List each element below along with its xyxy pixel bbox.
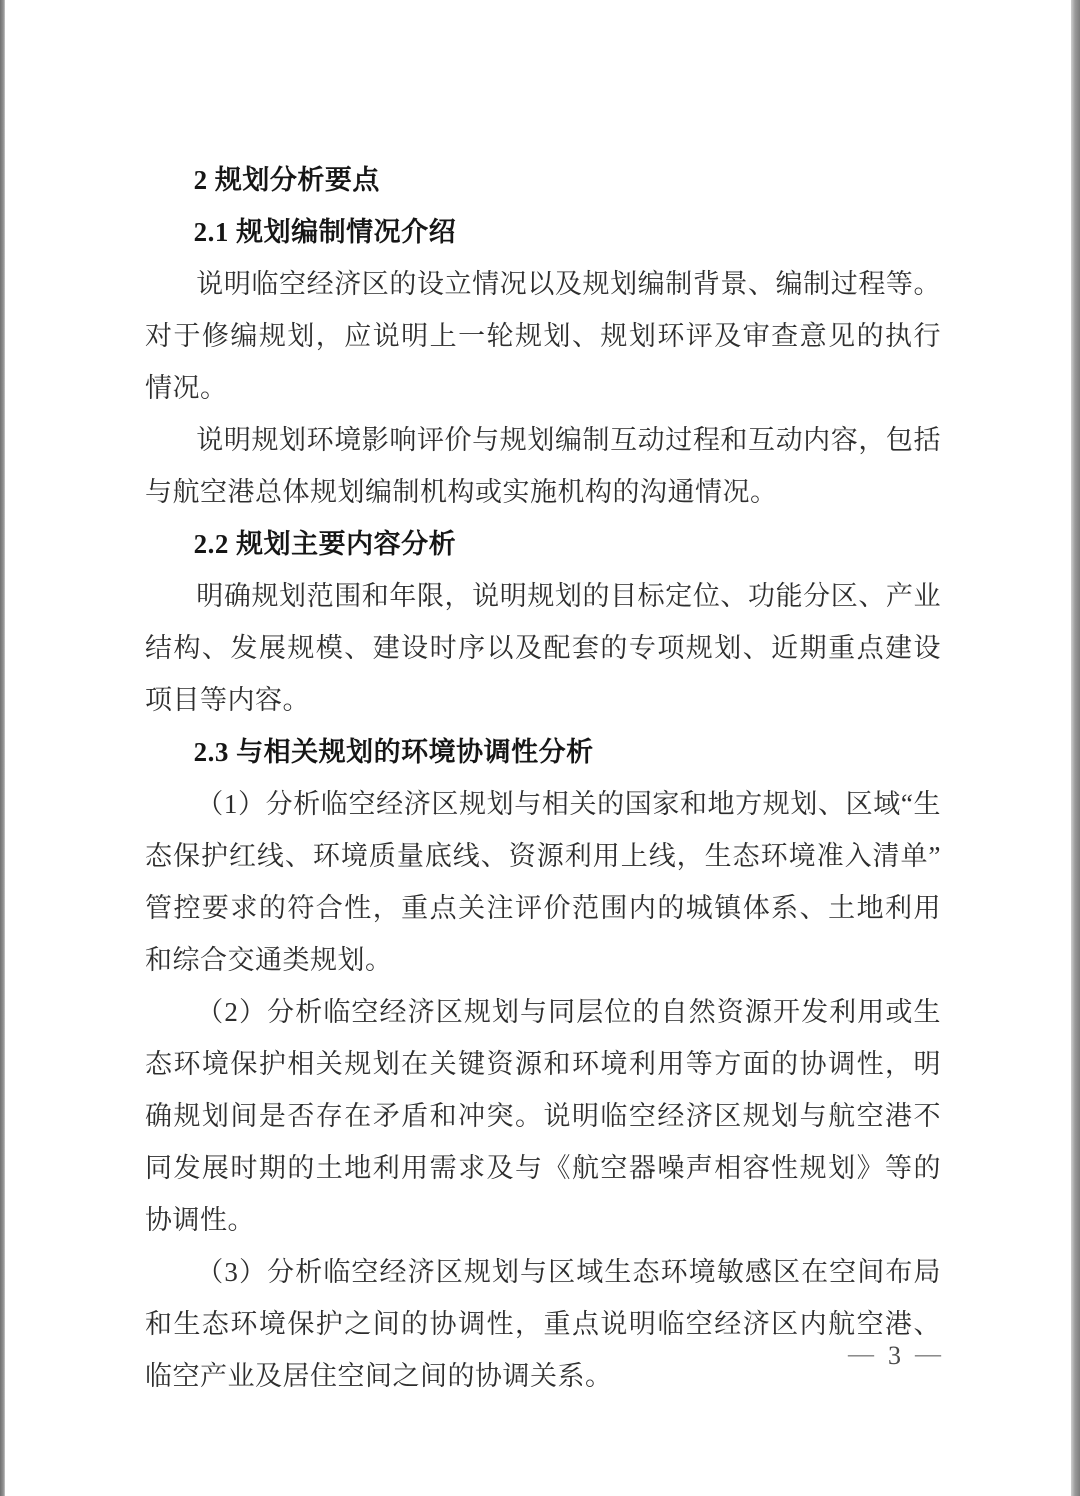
page-number-dash-left: — <box>848 1339 874 1368</box>
section-heading-2-1: 2.1 规划编制情况介绍 <box>193 217 457 247</box>
document-content <box>145 154 941 1402</box>
page-number <box>848 1332 941 1380</box>
section-2-2 <box>145 518 941 726</box>
page-edge-right <box>1071 0 1080 1496</box>
chapter-heading: 2 规划分析要点 <box>193 165 380 195</box>
paragraph: （2）分析临空经济区规划与同层位的自然资源开发利用或生态环境保护相关规划在关键资源和环境利用等方面的协调性，明确规划间是否存在矛盾和冲突。说明临空经济区规划与航空港不同发展时期的土地利用需求及与《航空器噪声相容性规划》等的协调性。 <box>145 997 941 1235</box>
page-number-value: 3 <box>888 1341 901 1370</box>
section-2-3 <box>145 726 941 1402</box>
paragraph: （3）分析临空经济区规划与区域生态环境敏感区在空间布局和生态环境保护之间的协调性，重点说明临空经济区内航空港、临空产业及居住空间之间的协调关系。 <box>145 1257 941 1391</box>
paragraph: 明确规划范围和年限，说明规划的目标定位、功能分区、产业结构、发展规模、建设时序以及配套的专项规划、近期重点建设项目等内容。 <box>145 581 941 715</box>
section-2-1 <box>145 206 941 518</box>
page-number-dash-right: — <box>915 1339 941 1368</box>
paragraph: 说明临空经济区的设立情况以及规划编制背景、编制过程等。对于修编规划，应说明上一轮规划、规划环评及审查意见的执行情况。 <box>145 269 941 403</box>
paragraph: （1）分析临空经济区规划与相关的国家和地方规划、区域“生态保护红线、环境质量底线、资源利用上线，生态环境准入清单”管控要求的符合性，重点关注评价范围内的城镇体系、土地利用和综合交通类规划。 <box>145 789 941 975</box>
paragraph: 说明规划环境影响评价与规划编制互动过程和互动内容，包括与航空港总体规划编制机构或实施机构的沟通情况。 <box>145 425 941 507</box>
section-heading-2-3: 2.3 与相关规划的环境协调性分析 <box>193 737 594 767</box>
page-edge-left <box>0 0 5 1496</box>
section-heading-2-2: 2.2 规划主要内容分析 <box>193 529 457 559</box>
